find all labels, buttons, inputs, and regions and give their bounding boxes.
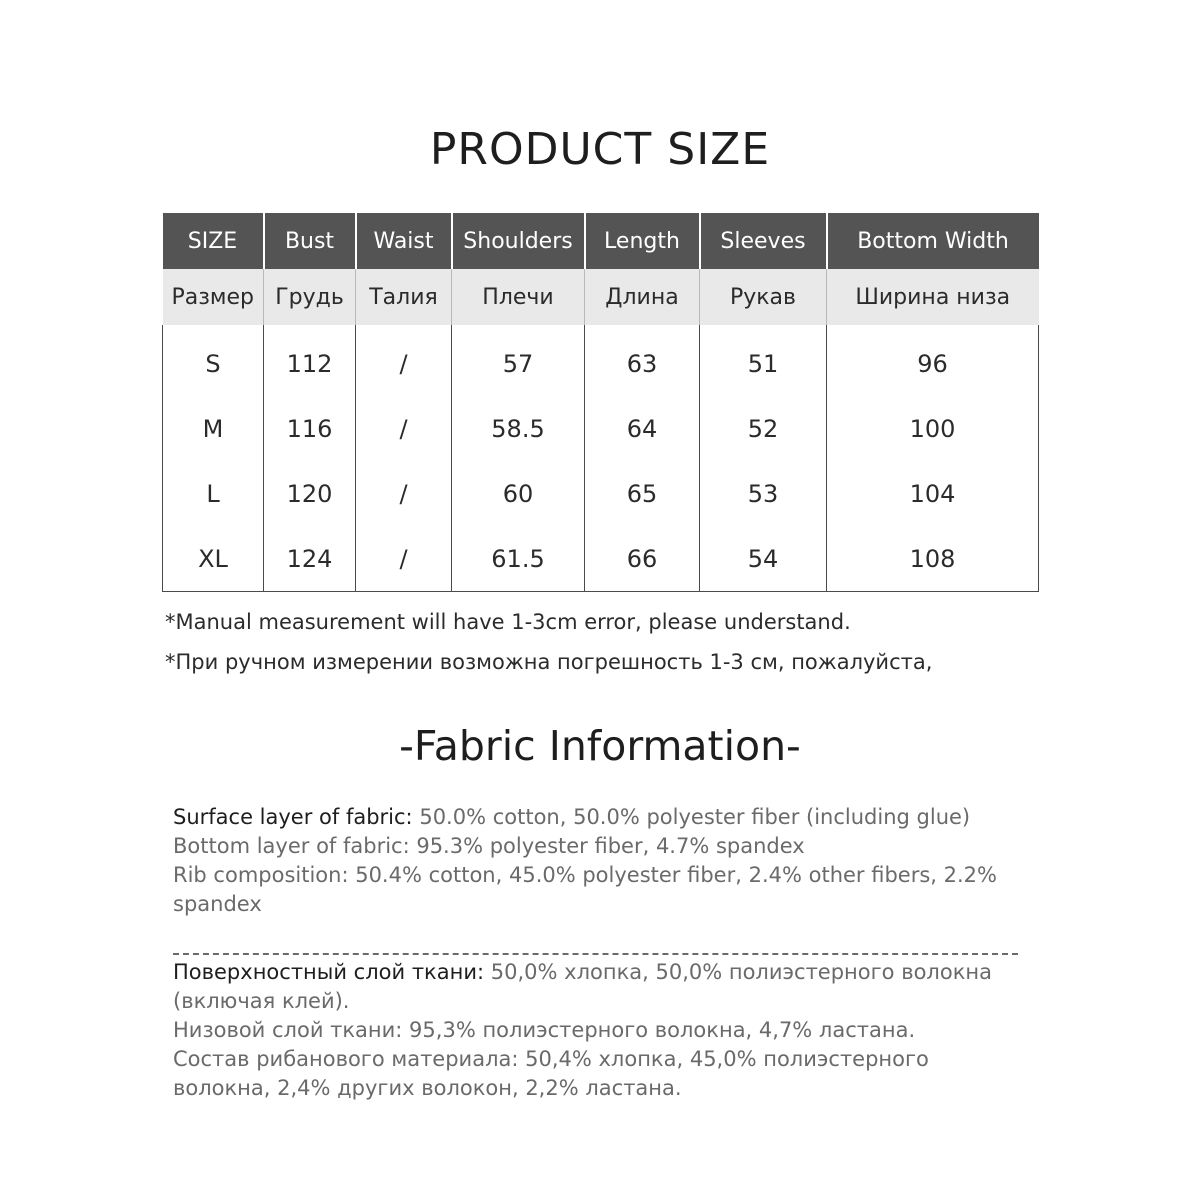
cell-shoulders: 61.5: [452, 526, 585, 592]
fabric-bottom-en: Bottom layer of fabric: 95.3% polyester fiber, 4.7% spandex: [173, 834, 805, 858]
cell-size: M: [163, 396, 264, 461]
table-row: [163, 461, 1039, 526]
cell-bust: 124: [264, 526, 356, 592]
header-waist: Waist: [356, 213, 452, 269]
cell-shoulders: 58.5: [452, 396, 585, 461]
header-shoulders: Shoulders: [452, 213, 585, 269]
cell-sleeves: 51: [700, 325, 827, 396]
page-title: PRODUCT SIZE: [429, 124, 771, 175]
cell-bottom-width: 100: [827, 396, 1039, 461]
header-row-ru: [163, 269, 1039, 325]
table-row: [163, 396, 1039, 461]
fabric-bottom-ru: Низовой слой ткани: 95,3% полиэстерного волокна, 4,7% ластана.: [173, 1018, 916, 1042]
fabric-surface-value: 50.0% cotton, 50.0% polyester fiber (including glue): [419, 805, 971, 829]
header-bust-ru: Грудь: [264, 269, 356, 325]
fabric-surface-ru: [173, 958, 1023, 1016]
cell-size: S: [163, 325, 264, 396]
header-length: Length: [585, 213, 700, 269]
cell-sleeves: 53: [700, 461, 827, 526]
cell-bottom-width: 108: [827, 526, 1039, 592]
fabric-surface-value-ru: 50,0% хлопка, 50,0% полиэстерного волокна (включая клей).: [173, 960, 992, 1013]
header-bottom-width: Bottom Width: [827, 213, 1039, 269]
fabric-title: -Fabric Information-: [399, 722, 801, 770]
cell-bust: 112: [264, 325, 356, 396]
cell-waist: /: [356, 325, 452, 396]
cell-bottom-width: 104: [827, 461, 1039, 526]
header-sleeves: Sleeves: [700, 213, 827, 269]
header-row-en: [163, 213, 1039, 269]
fabric-surface-en: [173, 803, 1023, 832]
fabric-surface-label: Surface layer of fabric:: [173, 805, 413, 829]
table-row: [163, 325, 1039, 396]
cell-length: 64: [585, 396, 700, 461]
cell-waist: /: [356, 396, 452, 461]
cell-sleeves: 54: [700, 526, 827, 592]
header-bust: Bust: [264, 213, 356, 269]
header-bottom-width-ru: Ширина низа: [827, 269, 1039, 325]
fabric-rib-en: Rib composition: 50.4% cotton, 45.0% polyester fiber, 2.4% other fibers, 2.2% spandex: [173, 863, 997, 916]
fabric-rib-ru: Состав рибанового материала: 50,4% хлопка, 45,0% полиэстерного волокна, 2,4% других волокон, 2,2% ластана.: [173, 1047, 929, 1100]
measurement-note-en: *Manual measurement will have 1-3cm error, please understand.: [165, 610, 851, 634]
header-length-ru: Длина: [585, 269, 700, 325]
header-size: SIZE: [163, 213, 264, 269]
table-row: [163, 526, 1039, 592]
header-sleeves-ru: Рукав: [700, 269, 827, 325]
header-shoulders-ru: Плечи: [452, 269, 585, 325]
fabric-surface-label-ru: Поверхностный слой ткани:: [173, 960, 485, 984]
cell-sleeves: 52: [700, 396, 827, 461]
header-waist-ru: Талия: [356, 269, 452, 325]
cell-shoulders: 57: [452, 325, 585, 396]
size-table: [162, 213, 1039, 592]
cell-waist: /: [356, 526, 452, 592]
cell-bust: 120: [264, 461, 356, 526]
measurement-note-ru: *При ручном измерении возможна погрешность 1-3 см, пожалуйста,: [165, 650, 933, 674]
cell-shoulders: 60: [452, 461, 585, 526]
cell-length: 66: [585, 526, 700, 592]
cell-waist: /: [356, 461, 452, 526]
fabric-info-ru: [173, 958, 1023, 1103]
header-size-ru: Размер: [163, 269, 264, 325]
fabric-info-en: [173, 803, 1023, 919]
dashed-divider: [173, 953, 1018, 955]
cell-length: 63: [585, 325, 700, 396]
cell-size: XL: [163, 526, 264, 592]
cell-bust: 116: [264, 396, 356, 461]
cell-length: 65: [585, 461, 700, 526]
cell-size: L: [163, 461, 264, 526]
cell-bottom-width: 96: [827, 325, 1039, 396]
